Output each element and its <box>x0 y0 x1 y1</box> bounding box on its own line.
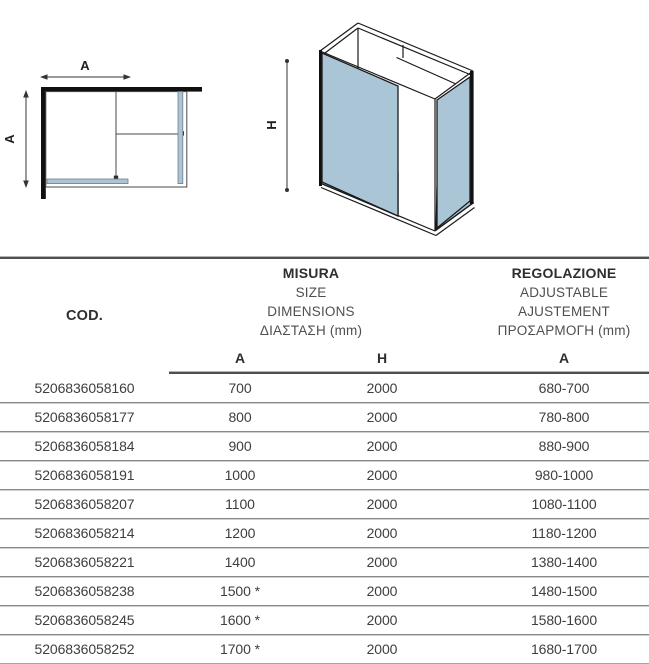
wall-top <box>41 87 202 92</box>
adjustable-cell: 980-1000 <box>453 461 649 490</box>
adjustable-cell: 880-900 <box>453 432 649 461</box>
table-row <box>0 403 649 432</box>
size-a-cell: 1100 <box>169 490 311 519</box>
subcol-a-adjustable: A <box>453 344 649 373</box>
depth-dimension <box>2 90 29 188</box>
regolazione-subtitle-adjustable: ADJUSTABLE <box>520 284 609 300</box>
cod-cell: 5206836058238 <box>0 577 169 606</box>
plan-view-diagram <box>2 58 202 199</box>
depth-dimension-label: A <box>2 134 17 144</box>
adjustable-cell: 1480-1500 <box>453 577 649 606</box>
height-dimension-label: H <box>264 120 279 130</box>
size-a-cell: 1700 * <box>169 635 311 664</box>
cod-cell: 5206836058245 <box>0 606 169 635</box>
size-a-cell: 1500 * <box>169 577 311 606</box>
size-h-cell: 2000 <box>311 490 453 519</box>
glass-panel-return <box>437 77 470 228</box>
size-a-cell: 1400 <box>169 548 311 577</box>
wall-left <box>41 87 46 199</box>
misura-subtitle-size: SIZE <box>295 284 327 300</box>
table-header-row <box>0 258 649 344</box>
misura-subtitle-greek: ΔΙΑΣΤΑΣΗ (mm) <box>259 322 363 338</box>
spec-table-body <box>0 373 649 663</box>
cod-cell: 5206836058207 <box>0 490 169 519</box>
adjustable-cell: 1180-1200 <box>453 519 649 548</box>
cod-cell: 5206836058160 <box>34 379 135 396</box>
size-h-cell: 2000 <box>311 432 453 461</box>
size-h-cell: 2000 <box>311 577 453 606</box>
glass-panel-main <box>322 53 398 216</box>
technical-diagrams <box>0 0 649 256</box>
width-dimension <box>40 58 131 80</box>
spec-table <box>0 257 649 663</box>
size-a-cell: 1600 * <box>169 606 311 635</box>
adjustable-cell: 1380-1400 <box>453 548 649 577</box>
cod-cell: 5206836058214 <box>0 519 169 548</box>
cod-cell: 5206836058184 <box>0 432 169 461</box>
table-row <box>0 519 649 548</box>
adjustable-cell: 1580-1600 <box>453 606 649 635</box>
size-a-cell: 900 <box>169 432 311 461</box>
glass-panel-front-plan <box>47 179 128 184</box>
size-a-cell: 1000 <box>169 461 311 490</box>
table-row <box>0 373 649 403</box>
regolazione-subtitle-ajustement: AJUSTEMENT <box>518 303 611 319</box>
size-h-cell: 2000 <box>311 606 453 635</box>
regolazione-title: REGOLAZIONE <box>511 264 617 281</box>
isometric-view-diagram <box>264 23 475 236</box>
size-h-cell: 2000 <box>366 380 398 396</box>
table-row <box>0 577 649 606</box>
spec-table-wrap <box>0 256 649 664</box>
width-dimension-label: A <box>80 58 90 73</box>
cod-cell: 5206836058252 <box>0 635 169 664</box>
misura-subtitle-dimensions: DIMENSIONS <box>267 303 355 319</box>
table-row <box>0 548 649 577</box>
regolazione-subtitle-greek: ΠΡΟΣΑΡΜΟΓΗ (mm) <box>497 322 631 338</box>
size-h-cell: 2000 <box>311 461 453 490</box>
adjustable-cell: 780-800 <box>453 403 649 432</box>
size-h-cell: 2000 <box>311 519 453 548</box>
table-row <box>0 461 649 490</box>
misura-title: MISURA <box>282 264 340 281</box>
glass-panel-side-plan <box>178 92 183 184</box>
size-h-cell: 2000 <box>311 548 453 577</box>
size-h-cell: 2000 <box>311 635 453 664</box>
col-header-regolazione <box>453 258 649 344</box>
col-header-cod: COD. <box>65 308 104 324</box>
table-row <box>0 635 649 664</box>
adjustable-cell: 1080-1100 <box>453 490 649 519</box>
table-row <box>0 606 649 635</box>
subcol-h-height: H <box>311 344 453 373</box>
cod-cell: 5206836058221 <box>0 548 169 577</box>
subcol-a-width: A <box>169 344 311 373</box>
height-dimension <box>264 59 289 192</box>
adjustable-cell: 680-700 <box>538 380 590 396</box>
cod-cell: 5206836058191 <box>0 461 169 490</box>
cod-cell: 5206836058177 <box>0 403 169 432</box>
table-row <box>0 490 649 519</box>
size-a-cell: 800 <box>169 403 311 432</box>
size-a-cell: 700 <box>228 380 252 396</box>
col-header-misura <box>169 258 453 344</box>
adjustable-cell: 1680-1700 <box>453 635 649 664</box>
table-row <box>0 432 649 461</box>
size-a-cell: 1200 <box>169 519 311 548</box>
size-h-cell: 2000 <box>311 403 453 432</box>
